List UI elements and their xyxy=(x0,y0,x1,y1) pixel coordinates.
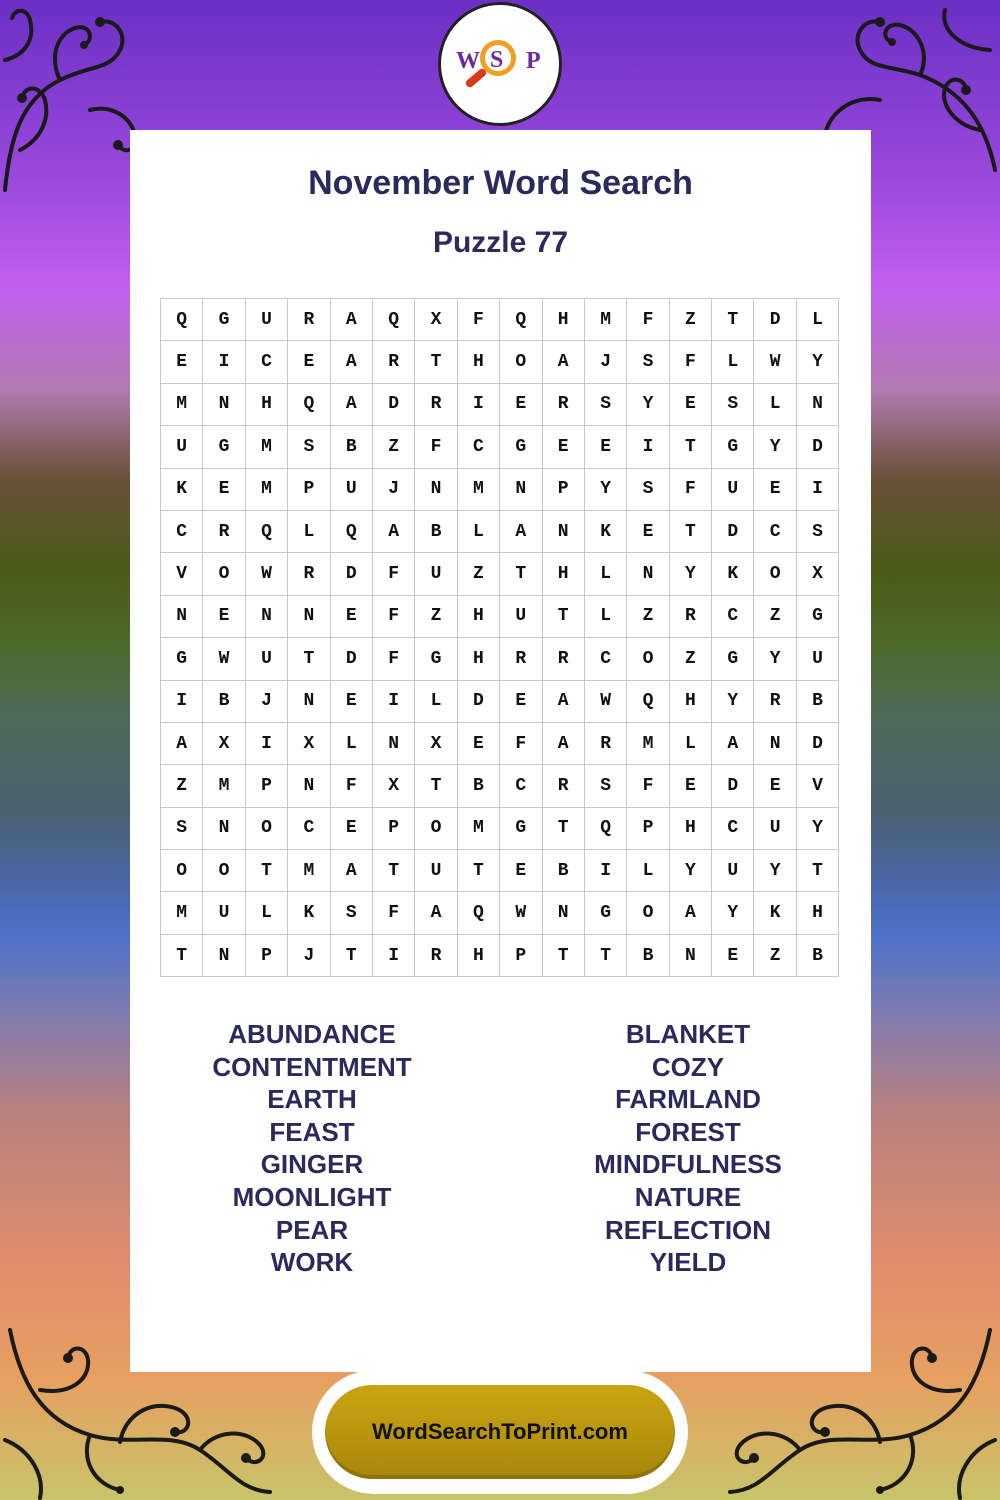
grid-cell[interactable]: G xyxy=(203,426,245,468)
grid-cell[interactable]: C xyxy=(458,426,500,468)
grid-cell[interactable]: S xyxy=(331,892,373,934)
grid-cell[interactable]: L xyxy=(246,892,288,934)
grid-cell[interactable]: C xyxy=(712,596,754,638)
grid-cell[interactable]: G xyxy=(203,299,245,341)
grid-cell[interactable]: L xyxy=(754,384,796,426)
logo-letter-s: S xyxy=(490,47,504,73)
grid-cell[interactable]: R xyxy=(543,384,585,426)
grid-cell[interactable]: W xyxy=(500,892,542,934)
grid-cell[interactable]: M xyxy=(246,426,288,468)
grid-cell[interactable]: P xyxy=(500,935,542,977)
grid-cell[interactable]: F xyxy=(373,892,415,934)
grid-cell[interactable]: U xyxy=(203,892,245,934)
grid-cell[interactable]: E xyxy=(500,681,542,723)
logo-letter-p: P xyxy=(526,48,541,74)
grid-cell[interactable]: T xyxy=(543,596,585,638)
grid-cell[interactable]: K xyxy=(288,892,330,934)
grid-cell[interactable]: T xyxy=(670,511,712,553)
grid-cell[interactable]: F xyxy=(458,299,500,341)
grid-cell[interactable]: C xyxy=(246,341,288,383)
grid-cell[interactable]: H xyxy=(246,384,288,426)
grid-cell[interactable]: X xyxy=(797,553,839,595)
grid-cell[interactable]: O xyxy=(415,808,457,850)
grid-cell[interactable]: K xyxy=(754,892,796,934)
grid-cell[interactable]: R xyxy=(543,638,585,680)
page-title: November Word Search xyxy=(308,164,693,202)
grid-cell[interactable]: Q xyxy=(500,299,542,341)
grid-cell[interactable]: S xyxy=(712,384,754,426)
grid-cell[interactable]: A xyxy=(331,850,373,892)
grid-cell[interactable]: T xyxy=(288,638,330,680)
grid-cell[interactable]: T xyxy=(500,553,542,595)
grid-cell[interactable]: A xyxy=(543,341,585,383)
grid-cell[interactable]: A xyxy=(373,511,415,553)
grid-cell[interactable]: T xyxy=(670,426,712,468)
grid-cell[interactable]: H xyxy=(670,681,712,723)
puzzle-sheet xyxy=(130,130,871,1372)
grid-cell[interactable]: O xyxy=(627,892,669,934)
grid-cell[interactable]: T xyxy=(712,299,754,341)
grid-cell[interactable]: I xyxy=(246,723,288,765)
grid-cell[interactable]: H xyxy=(458,638,500,680)
grid-cell[interactable]: U xyxy=(161,426,203,468)
grid-cell[interactable]: Y xyxy=(754,638,796,680)
grid-cell[interactable]: E xyxy=(627,511,669,553)
grid-cell[interactable]: B xyxy=(543,850,585,892)
grid-cell[interactable]: P xyxy=(373,808,415,850)
grid-cell[interactable]: N xyxy=(754,723,796,765)
grid-cell[interactable]: M xyxy=(458,808,500,850)
grid-cell[interactable]: R xyxy=(543,765,585,807)
grid-cell[interactable]: T xyxy=(331,935,373,977)
grid-cell[interactable]: P xyxy=(627,808,669,850)
grid-cell[interactable]: E xyxy=(670,765,712,807)
grid-cell[interactable]: H xyxy=(670,808,712,850)
grid-cell[interactable]: N xyxy=(288,681,330,723)
grid-cell[interactable]: B xyxy=(458,765,500,807)
word-item: FEAST xyxy=(269,1116,355,1147)
word-item: BLANKET xyxy=(625,1019,751,1049)
grid-cell[interactable]: B xyxy=(203,681,245,723)
grid-cell[interactable]: F xyxy=(331,765,373,807)
grid-cell[interactable]: O xyxy=(500,341,542,383)
grid-cell[interactable]: Q xyxy=(627,681,669,723)
grid-cell[interactable]: U xyxy=(712,850,754,892)
grid-cell[interactable]: Z xyxy=(754,935,796,977)
grid-cell[interactable]: A xyxy=(331,341,373,383)
grid-cell[interactable]: T xyxy=(797,850,839,892)
grid-cell[interactable]: M xyxy=(161,892,203,934)
grid-cell[interactable]: I xyxy=(627,426,669,468)
letter-grid xyxy=(160,298,839,977)
grid-cell[interactable]: I xyxy=(203,341,245,383)
grid-cell[interactable]: L xyxy=(712,341,754,383)
grid-cell[interactable]: A xyxy=(670,892,712,934)
grid-cell[interactable]: X xyxy=(415,723,457,765)
grid-cell[interactable]: Y xyxy=(670,850,712,892)
site-link-text: WordSearchToPrint.com xyxy=(372,1419,628,1444)
grid-cell[interactable]: S xyxy=(585,765,627,807)
grid-cell[interactable]: A xyxy=(331,384,373,426)
grid-cell[interactable]: S xyxy=(627,469,669,511)
grid-cell[interactable]: H xyxy=(458,596,500,638)
grid-cell[interactable]: G xyxy=(500,426,542,468)
logo-letter-w: W xyxy=(456,48,480,74)
grid-cell[interactable]: X xyxy=(373,765,415,807)
grid-cell[interactable]: E xyxy=(458,723,500,765)
word-item: CONTENTMENT xyxy=(212,1051,412,1082)
grid-cell[interactable]: B xyxy=(627,935,669,977)
grid-cell[interactable]: P xyxy=(543,469,585,511)
grid-cell[interactable]: D xyxy=(797,426,839,468)
grid-cell[interactable]: U xyxy=(246,299,288,341)
grid-cell[interactable]: D xyxy=(373,384,415,426)
grid-cell[interactable]: U xyxy=(331,469,373,511)
grid-cell[interactable]: A xyxy=(500,511,542,553)
grid-cell[interactable]: E xyxy=(585,426,627,468)
grid-cell[interactable]: Y xyxy=(670,553,712,595)
grid-cell[interactable]: Z xyxy=(670,299,712,341)
grid-cell[interactable]: C xyxy=(585,638,627,680)
grid-cell[interactable]: Q xyxy=(246,511,288,553)
grid-cell[interactable]: E xyxy=(754,469,796,511)
grid-cell[interactable]: H xyxy=(458,341,500,383)
grid-cell[interactable]: A xyxy=(543,681,585,723)
grid-cell[interactable]: Q xyxy=(373,299,415,341)
word-item: ABUNDANCE xyxy=(228,1019,396,1049)
grid-cell[interactable]: R xyxy=(373,341,415,383)
grid-cell[interactable]: W xyxy=(754,341,796,383)
grid-cell[interactable]: L xyxy=(331,723,373,765)
grid-cell[interactable]: N xyxy=(203,808,245,850)
grid-cell[interactable]: I xyxy=(373,681,415,723)
grid-cell[interactable]: U xyxy=(797,638,839,680)
grid-cell[interactable]: E xyxy=(331,681,373,723)
word-item: EARTH xyxy=(267,1084,357,1115)
grid-cell[interactable]: H xyxy=(543,553,585,595)
grid-cell[interactable]: N xyxy=(797,384,839,426)
grid-cell[interactable]: Z xyxy=(415,596,457,638)
grid-cell[interactable]: N xyxy=(203,384,245,426)
grid-cell[interactable]: W xyxy=(246,553,288,595)
grid-cell[interactable]: F xyxy=(627,765,669,807)
grid-cell[interactable]: Y xyxy=(627,384,669,426)
grid-cell[interactable]: H xyxy=(543,299,585,341)
grid-cell[interactable]: F xyxy=(373,638,415,680)
grid-cell[interactable]: J xyxy=(288,935,330,977)
grid-cell[interactable]: G xyxy=(712,638,754,680)
grid-cell[interactable]: O xyxy=(246,808,288,850)
grid-cell[interactable]: R xyxy=(754,681,796,723)
word-item: GINGER xyxy=(260,1149,364,1180)
grid-cell[interactable]: N xyxy=(500,469,542,511)
grid-cell[interactable]: G xyxy=(585,892,627,934)
grid-cell[interactable]: M xyxy=(161,384,203,426)
grid-cell[interactable]: L xyxy=(585,596,627,638)
grid-cell[interactable]: N xyxy=(288,596,330,638)
grid-cell[interactable]: V xyxy=(797,765,839,807)
grid-cell[interactable]: U xyxy=(415,553,457,595)
site-link-pill[interactable] xyxy=(312,1370,688,1494)
grid-cell[interactable]: M xyxy=(203,765,245,807)
grid-cell[interactable]: T xyxy=(161,935,203,977)
grid-cell[interactable]: F xyxy=(500,723,542,765)
corner-flourish-top-left xyxy=(0,0,150,200)
grid-cell[interactable]: Y xyxy=(585,469,627,511)
grid-cell[interactable]: U xyxy=(500,596,542,638)
grid-cell[interactable]: J xyxy=(373,469,415,511)
grid-cell[interactable]: E xyxy=(288,341,330,383)
grid-cell[interactable]: M xyxy=(585,299,627,341)
grid-cell[interactable]: A xyxy=(415,892,457,934)
grid-cell[interactable]: L xyxy=(415,681,457,723)
grid-cell[interactable]: L xyxy=(288,511,330,553)
word-list-right xyxy=(538,1018,838,1279)
grid-cell[interactable]: N xyxy=(161,596,203,638)
grid-cell[interactable]: R xyxy=(415,384,457,426)
grid-cell[interactable]: C xyxy=(161,511,203,553)
grid-cell[interactable]: N xyxy=(627,553,669,595)
grid-cell[interactable]: S xyxy=(627,341,669,383)
grid-cell[interactable]: B xyxy=(797,681,839,723)
grid-cell[interactable]: L xyxy=(797,299,839,341)
grid-cell[interactable]: B xyxy=(415,511,457,553)
grid-cell[interactable]: C xyxy=(500,765,542,807)
grid-cell[interactable]: I xyxy=(797,469,839,511)
grid-cell[interactable]: R xyxy=(288,299,330,341)
grid-cell[interactable]: T xyxy=(246,850,288,892)
grid-cell[interactable]: S xyxy=(161,808,203,850)
grid-cell[interactable]: O xyxy=(161,850,203,892)
grid-cell[interactable]: O xyxy=(203,850,245,892)
grid-cell[interactable]: E xyxy=(331,596,373,638)
grid-cell[interactable]: M xyxy=(627,723,669,765)
grid-cell[interactable]: E xyxy=(203,469,245,511)
grid-cell[interactable]: F xyxy=(373,553,415,595)
grid-cell[interactable]: N xyxy=(373,723,415,765)
grid-cell[interactable]: X xyxy=(415,299,457,341)
grid-cell[interactable]: P xyxy=(288,469,330,511)
grid-cell[interactable]: P xyxy=(246,935,288,977)
grid-cell[interactable]: Q xyxy=(458,892,500,934)
grid-cell[interactable]: W xyxy=(585,681,627,723)
grid-cell[interactable]: N xyxy=(543,511,585,553)
grid-cell[interactable]: T xyxy=(373,850,415,892)
grid-cell[interactable]: Y xyxy=(754,426,796,468)
grid-cell[interactable]: S xyxy=(797,511,839,553)
grid-cell[interactable]: Q xyxy=(161,299,203,341)
grid-cell[interactable]: U xyxy=(246,638,288,680)
site-logo[interactable] xyxy=(438,2,562,126)
grid-cell[interactable]: O xyxy=(627,638,669,680)
word-item: MOONLIGHT xyxy=(232,1181,392,1212)
grid-cell[interactable]: W xyxy=(203,638,245,680)
grid-cell[interactable]: A xyxy=(543,723,585,765)
grid-cell[interactable]: Y xyxy=(754,850,796,892)
grid-cell[interactable]: G xyxy=(161,638,203,680)
grid-cell[interactable]: R xyxy=(585,723,627,765)
grid-cell[interactable]: P xyxy=(246,765,288,807)
grid-cell[interactable]: D xyxy=(797,723,839,765)
grid-cell[interactable]: Q xyxy=(288,384,330,426)
grid-cell[interactable]: Z xyxy=(458,553,500,595)
grid-cell[interactable]: I xyxy=(458,384,500,426)
grid-cell[interactable]: I xyxy=(161,681,203,723)
grid-cell[interactable]: F xyxy=(373,596,415,638)
grid-cell[interactable]: G xyxy=(712,426,754,468)
word-item: REFLECTION xyxy=(604,1214,772,1245)
grid-cell[interactable]: C xyxy=(288,808,330,850)
grid-cell[interactable]: T xyxy=(543,808,585,850)
word-item: YIELD xyxy=(649,1247,727,1278)
grid-cell[interactable]: L xyxy=(585,553,627,595)
grid-cell[interactable]: U xyxy=(415,850,457,892)
grid-cell[interactable]: R xyxy=(500,638,542,680)
grid-cell[interactable]: Z xyxy=(627,596,669,638)
grid-cell[interactable]: R xyxy=(670,596,712,638)
grid-cell[interactable]: N xyxy=(543,892,585,934)
grid-cell[interactable]: N xyxy=(670,935,712,977)
grid-cell[interactable]: N xyxy=(415,469,457,511)
grid-cell[interactable]: Q xyxy=(585,808,627,850)
word-item: FARMLAND xyxy=(615,1084,761,1115)
grid-cell[interactable]: K xyxy=(161,469,203,511)
grid-cell[interactable]: I xyxy=(585,850,627,892)
grid-cell[interactable]: Z xyxy=(373,426,415,468)
grid-cell[interactable]: E xyxy=(331,808,373,850)
grid-cell[interactable]: T xyxy=(415,765,457,807)
grid-cell[interactable]: E xyxy=(754,765,796,807)
grid-cell[interactable]: L xyxy=(627,850,669,892)
magnifier-icon xyxy=(450,34,550,94)
grid-cell[interactable]: E xyxy=(500,384,542,426)
grid-cell[interactable]: O xyxy=(203,553,245,595)
grid-cell[interactable]: X xyxy=(203,723,245,765)
grid-cell[interactable]: F xyxy=(415,426,457,468)
word-item: FOREST xyxy=(635,1116,741,1147)
grid-cell[interactable]: D xyxy=(331,553,373,595)
grid-cell[interactable]: I xyxy=(373,935,415,977)
grid-cell[interactable]: Z xyxy=(754,596,796,638)
grid-cell[interactable]: A xyxy=(712,723,754,765)
grid-cell[interactable]: L xyxy=(670,723,712,765)
grid-cell[interactable]: T xyxy=(585,935,627,977)
grid-cell[interactable]: D xyxy=(458,681,500,723)
grid-cell[interactable]: D xyxy=(331,638,373,680)
grid-cell[interactable]: K xyxy=(712,553,754,595)
grid-cell[interactable]: O xyxy=(754,553,796,595)
grid-cell[interactable]: H xyxy=(458,935,500,977)
grid-cell[interactable]: Q xyxy=(331,511,373,553)
grid-cell[interactable]: E xyxy=(670,384,712,426)
grid-cell[interactable]: G xyxy=(415,638,457,680)
grid-cell[interactable]: H xyxy=(797,892,839,934)
site-link-button[interactable] xyxy=(325,1385,675,1479)
grid-cell[interactable]: G xyxy=(797,596,839,638)
grid-cell[interactable]: F xyxy=(627,299,669,341)
grid-cell[interactable]: D xyxy=(754,299,796,341)
grid-cell[interactable]: Z xyxy=(161,765,203,807)
grid-cell[interactable]: E xyxy=(161,341,203,383)
grid-cell[interactable]: A xyxy=(161,723,203,765)
grid-cell[interactable]: N xyxy=(203,935,245,977)
grid-cell[interactable]: R xyxy=(203,511,245,553)
grid-cell[interactable]: Y xyxy=(797,341,839,383)
grid-cell[interactable]: S xyxy=(288,426,330,468)
grid-cell[interactable]: N xyxy=(246,596,288,638)
grid-cell[interactable]: J xyxy=(246,681,288,723)
grid-cell[interactable]: R xyxy=(415,935,457,977)
word-item: NATURE xyxy=(634,1181,742,1212)
grid-cell[interactable]: B xyxy=(331,426,373,468)
grid-cell[interactable]: F xyxy=(670,469,712,511)
grid-cell[interactable]: R xyxy=(288,553,330,595)
grid-cell[interactable]: S xyxy=(585,384,627,426)
grid-cell[interactable]: V xyxy=(161,553,203,595)
word-item: MINDFULNESS xyxy=(594,1149,782,1180)
grid-cell[interactable]: M xyxy=(458,469,500,511)
grid-cell[interactable]: T xyxy=(458,850,500,892)
grid-cell[interactable]: N xyxy=(288,765,330,807)
word-list-left xyxy=(162,1018,462,1279)
grid-cell[interactable]: Y xyxy=(712,681,754,723)
grid-cell[interactable]: J xyxy=(585,341,627,383)
grid-cell[interactable]: K xyxy=(585,511,627,553)
grid-cell[interactable]: F xyxy=(670,341,712,383)
grid-cell[interactable]: E xyxy=(500,850,542,892)
grid-cell[interactable]: Z xyxy=(670,638,712,680)
grid-cell[interactable]: Y xyxy=(712,892,754,934)
grid-cell[interactable]: E xyxy=(543,426,585,468)
grid-cell[interactable]: Y xyxy=(797,808,839,850)
grid-cell[interactable]: D xyxy=(712,511,754,553)
puzzle-number: Puzzle 77 xyxy=(432,226,569,259)
grid-cell[interactable]: A xyxy=(331,299,373,341)
grid-cell[interactable]: M xyxy=(246,469,288,511)
grid-cell[interactable]: C xyxy=(754,511,796,553)
word-item: WORK xyxy=(270,1247,354,1278)
grid-cell[interactable]: T xyxy=(415,341,457,383)
grid-cell[interactable]: E xyxy=(203,596,245,638)
grid-cell[interactable]: M xyxy=(288,850,330,892)
grid-cell[interactable]: X xyxy=(288,723,330,765)
grid-cell[interactable]: G xyxy=(500,808,542,850)
grid-cell[interactable]: U xyxy=(754,808,796,850)
grid-cell[interactable]: U xyxy=(712,469,754,511)
word-item: COZY xyxy=(651,1051,725,1082)
grid-cell[interactable]: E xyxy=(712,935,754,977)
grid-cell[interactable]: T xyxy=(543,935,585,977)
grid-cell[interactable]: C xyxy=(712,808,754,850)
word-item: PEAR xyxy=(275,1214,349,1245)
grid-cell[interactable]: L xyxy=(458,511,500,553)
grid-cell[interactable]: D xyxy=(712,765,754,807)
grid-cell[interactable]: B xyxy=(797,935,839,977)
